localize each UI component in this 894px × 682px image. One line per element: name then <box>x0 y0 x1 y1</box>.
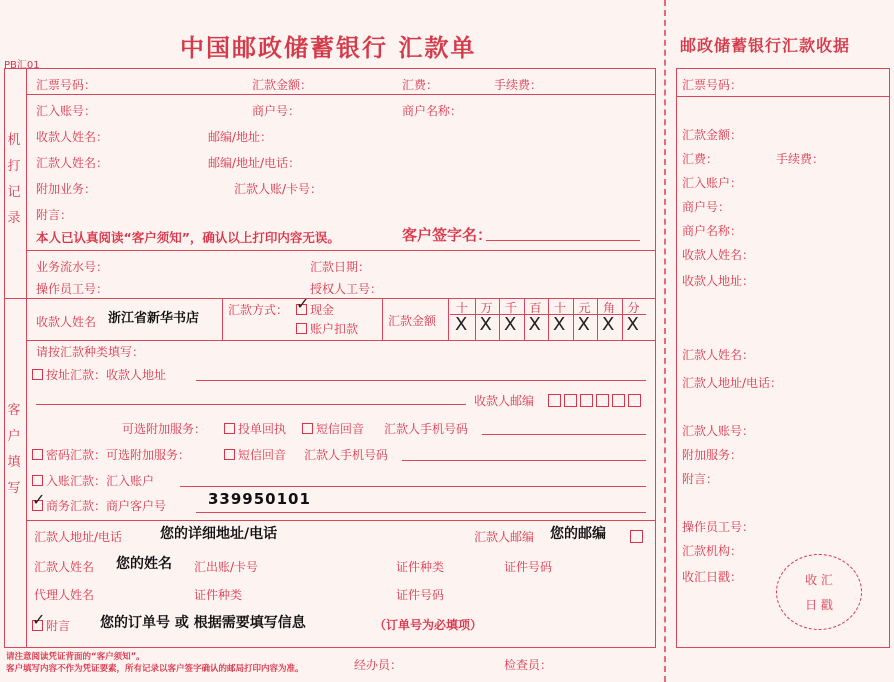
id-type-label: 证件种类 <box>396 560 445 574</box>
ticket-number-label: 汇票号码： <box>36 78 97 92</box>
sms-option[interactable]: 短信回音 <box>302 420 364 437</box>
form-code: PB汇01 <box>4 60 40 71</box>
receipt-amount-label: 汇款金额： <box>682 128 743 142</box>
digit-mark[interactable]: X <box>479 314 492 335</box>
optional-service-label: 可选附加服务： <box>122 422 207 436</box>
payee-name-field-label: 收款人姓名 <box>36 315 97 329</box>
digit-header: 十 <box>456 301 469 315</box>
password-sms-checkbox[interactable] <box>224 449 235 460</box>
receipt-option[interactable]: 投单回执 <box>224 420 286 437</box>
instruction-text: 请按汇款种类填写： <box>36 345 145 359</box>
remitter-name-value[interactable]: 您的姓名 <box>116 556 172 572</box>
digit-mark[interactable]: X <box>626 314 639 335</box>
operator-no-label: 操作员工号： <box>36 282 109 296</box>
remitter-addr-value[interactable]: 您的详细地址/电话 <box>160 526 278 542</box>
agent-id-type-label: 证件种类 <box>194 588 243 602</box>
password-sms-option[interactable]: 短信回音 <box>224 446 286 463</box>
outgoing-card-label: 汇出账/卡号 <box>194 560 259 574</box>
customer-sign-label: 客户签字名： <box>402 226 493 244</box>
perforation-line <box>664 0 666 682</box>
merchant-customer-no[interactable]: 339950101 <box>208 490 311 508</box>
receipt-remitter-account-label: 汇款人账号： <box>682 424 755 438</box>
extra-service-label: 附加业务： <box>36 182 97 196</box>
digit-header: 百 <box>529 301 542 315</box>
remit-method-label: 汇款方式： <box>228 303 289 317</box>
footer-line-1: 请注意阅读凭证背面的“客户须知”。 <box>6 652 145 662</box>
message-label: 附言： <box>36 208 73 222</box>
sms-checkbox[interactable] <box>302 423 313 434</box>
note-required-hint: （订单号为必填项） <box>374 618 483 632</box>
receipt-merchant-name-label: 商户名称： <box>682 224 743 238</box>
remitter-postcode-value[interactable]: 您的邮编 <box>550 526 606 542</box>
remitter-account-label: 汇款人账/卡号： <box>234 182 323 196</box>
id-number-label: 证件号码 <box>504 560 553 574</box>
digit-mark[interactable]: X <box>553 314 566 335</box>
note-value[interactable]: 您的订单号 或 根据需要填写信息 <box>100 615 306 631</box>
remitter-name-field-label: 汇款人姓名 <box>34 560 95 574</box>
fee-label: 汇费： <box>402 78 439 92</box>
cash-option[interactable]: 现金 <box>296 301 334 318</box>
digit-mark[interactable]: X <box>455 314 468 335</box>
digit-header: 十 <box>554 301 567 315</box>
handling-fee-label: 手续费： <box>494 78 543 92</box>
digit-header: 角 <box>603 301 616 315</box>
merchant-name-label: 商户名称： <box>402 104 463 118</box>
password-remit-checkbox[interactable] <box>32 449 43 460</box>
checker-label: 检查员： <box>504 658 553 672</box>
payee-postcode-label: 收款人邮编 <box>474 394 535 408</box>
receipt-handling-label: 手续费： <box>776 152 825 166</box>
authorizer-no-label: 授权人工号： <box>310 282 383 296</box>
agent-name-label: 代理人姓名 <box>34 588 95 602</box>
receipt-remitter-addr-label: 汇款人地址/电话： <box>682 376 783 390</box>
note-option[interactable]: 附言 <box>32 617 70 634</box>
business-check-icon: ✓ <box>32 490 46 509</box>
receipt-merchant-no-label: 商户号： <box>682 200 731 214</box>
digit-header: 元 <box>578 301 591 315</box>
receipt-checkbox[interactable] <box>224 423 235 434</box>
payee-address-label: 邮编/地址： <box>208 130 273 144</box>
payee-name-value[interactable]: 浙江省新华书店 <box>108 311 200 326</box>
digit-mark[interactable]: X <box>528 314 541 335</box>
receipt-fee-label: 汇费： <box>682 152 719 166</box>
business-remit-option[interactable]: 商务汇款：商户客户号 <box>32 497 166 514</box>
digit-mark[interactable]: X <box>602 314 615 335</box>
receipt-operator-label: 操作员工号： <box>682 520 755 534</box>
footer-line-2: 客户填写内容不作为凭证要素，所有记录以客户签字确认的邮局打印内容为准。 <box>6 664 304 674</box>
remit-date-label: 汇款日期： <box>310 260 371 274</box>
receipt-payee-name-label: 收款人姓名： <box>682 248 755 262</box>
receipt-remitter-name-label: 汇款人姓名： <box>682 348 755 362</box>
receipt-ticket-label: 汇票号码： <box>682 78 743 92</box>
receipt-date-label: 收汇日戳： <box>682 570 743 584</box>
account-remit-option[interactable]: 入账汇款：汇入账户 <box>32 472 154 489</box>
address-remit-option[interactable]: 按址汇款：收款人地址 <box>32 366 166 383</box>
password-remit-option[interactable]: 密码汇款：可选附加服务： <box>32 446 190 463</box>
payee-postcode-boxes[interactable] <box>548 391 644 410</box>
digit-header: 千 <box>505 301 518 315</box>
merchant-no-label: 商户号： <box>252 104 301 118</box>
cash-check-icon: ✓ <box>296 294 310 313</box>
signature-line[interactable] <box>486 240 640 241</box>
remitter-addr-label: 汇款人地址/电话 <box>34 530 123 544</box>
digit-header: 分 <box>627 301 640 315</box>
customer-fill-label: 客 户 填 写 <box>7 403 21 496</box>
receipt-message-label: 附言： <box>682 472 719 486</box>
remitter-name-label: 汇款人姓名： <box>36 156 109 170</box>
serial-no-label: 业务流水号： <box>36 260 109 274</box>
receipt-title: 邮政储蓄银行汇款收据 <box>680 36 851 55</box>
note-check-icon: ✓ <box>32 610 46 629</box>
password-phone-label: 汇款人手机号码 <box>304 448 389 462</box>
amount-label: 汇款金额： <box>252 78 313 92</box>
incoming-account-label: 汇入账号： <box>36 104 97 118</box>
digit-mark[interactable]: X <box>577 314 590 335</box>
digit-mark[interactable]: X <box>504 314 517 335</box>
amount-field-label: 汇款金额 <box>388 314 437 328</box>
receipt-date-stamp: 收 汇 日 戳 <box>776 554 862 630</box>
payee-name-label: 收款人姓名： <box>36 130 109 144</box>
confirm-text: 本人已认真阅读“客户须知”，确认以上打印内容无误。 <box>36 230 340 245</box>
remitter-phone-label: 汇款人手机号码 <box>384 422 469 436</box>
account-debit-checkbox[interactable] <box>296 323 307 334</box>
receipt-org-label: 汇款机构： <box>682 544 743 558</box>
remitter-address-label: 邮编/地址/电话： <box>208 156 301 170</box>
receipt-payee-addr-label: 收款人地址： <box>682 274 755 288</box>
receipt-extra-label: 附加服务： <box>682 448 743 462</box>
agent-id-number-label: 证件号码 <box>396 588 445 602</box>
account-remit-checkbox[interactable] <box>32 475 43 486</box>
address-remit-checkbox[interactable] <box>32 369 43 380</box>
receipt-account-label: 汇入账户： <box>682 176 743 190</box>
remitter-postcode-label: 汇款人邮编 <box>474 530 535 544</box>
form-title: 中国邮政储蓄银行 汇款单 <box>180 33 477 62</box>
handler-label: 经办员： <box>354 658 403 672</box>
account-debit-option[interactable]: 账户扣款 <box>296 320 358 337</box>
digit-header: 万 <box>480 301 493 315</box>
machine-record-label: 机 打 记 录 <box>7 133 21 226</box>
